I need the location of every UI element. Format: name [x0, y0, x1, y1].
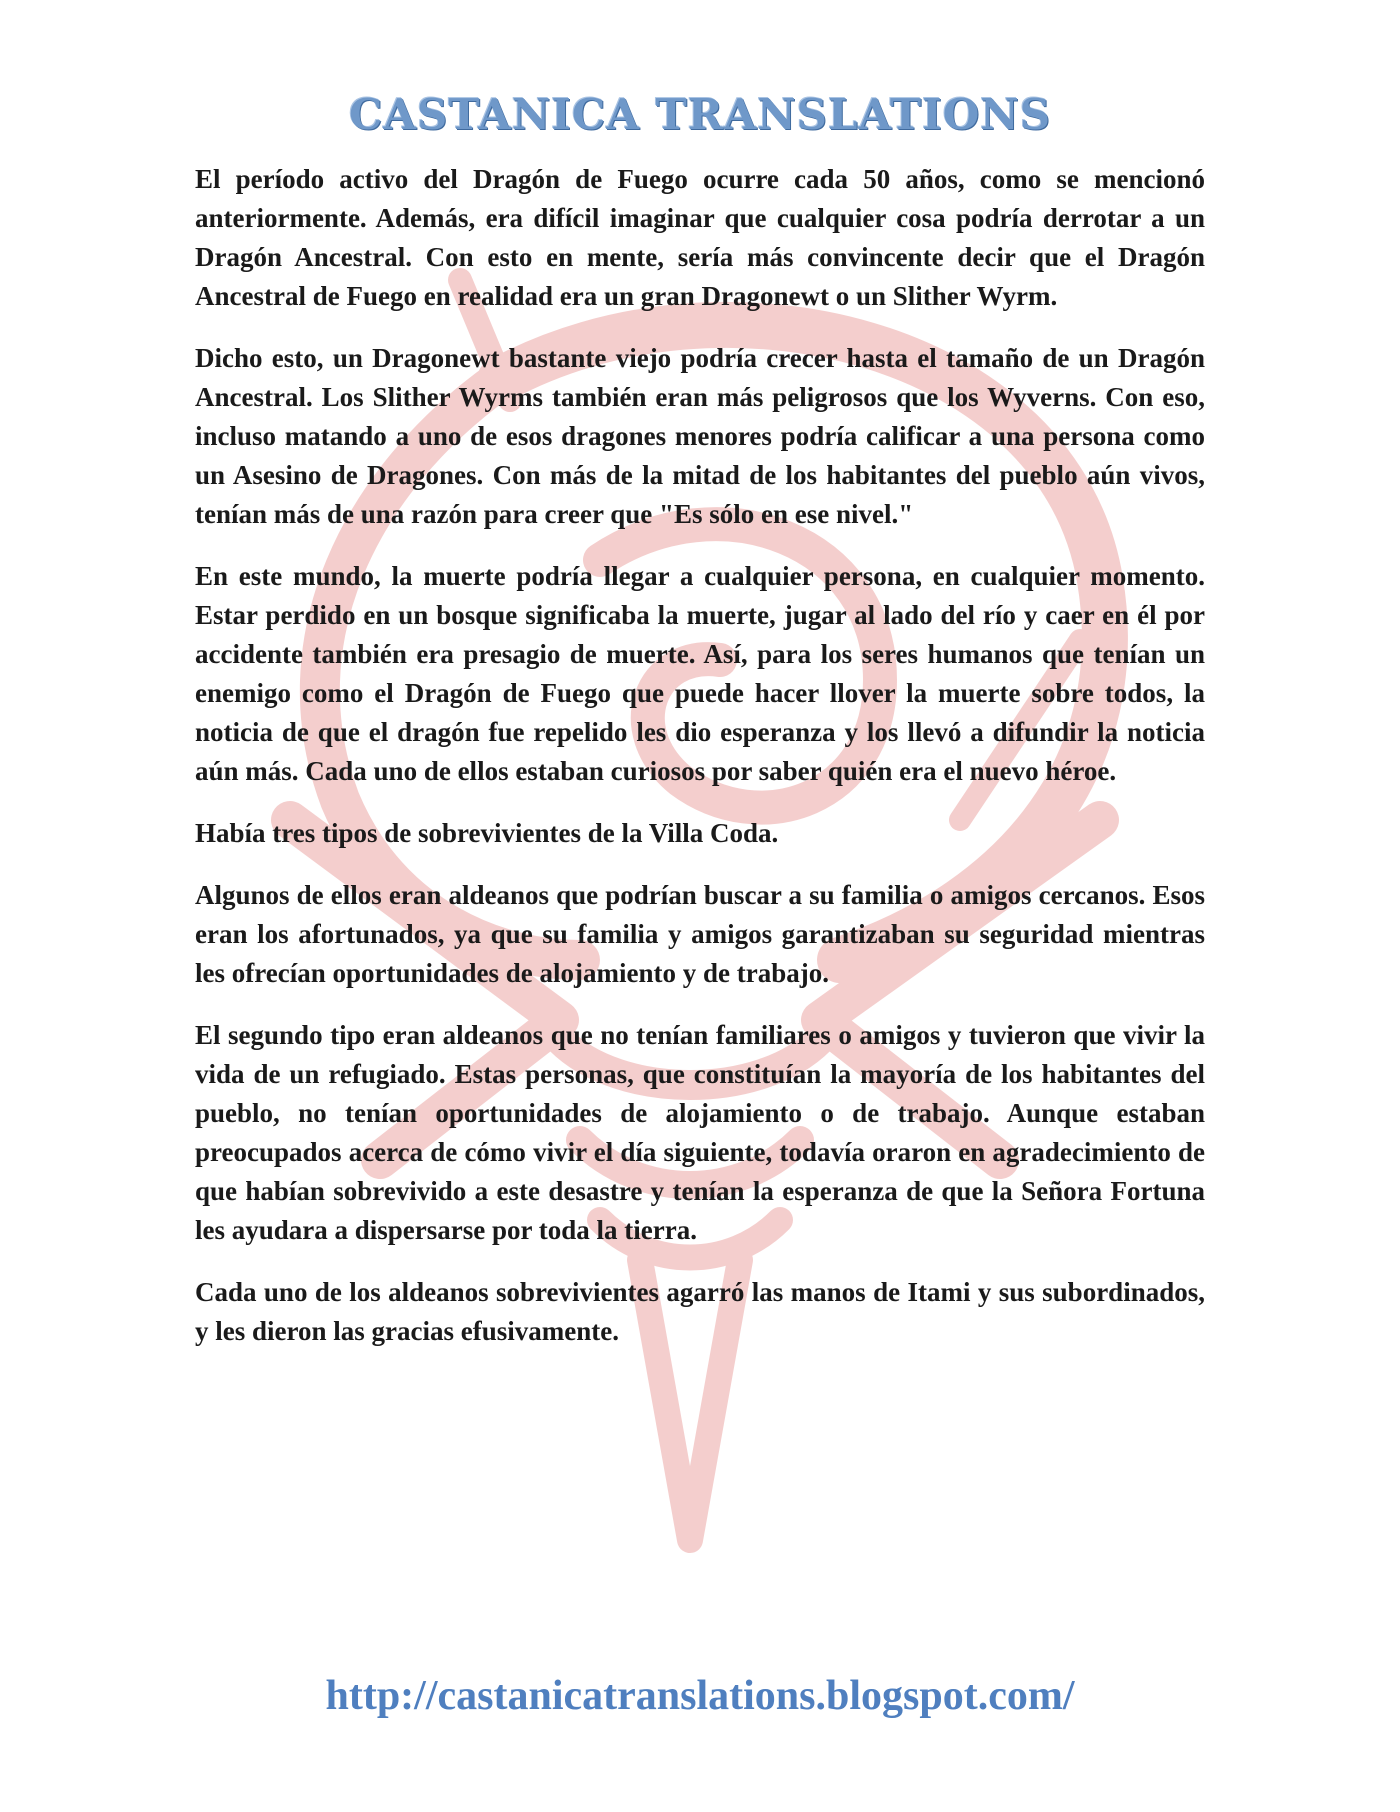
- paragraph: Dicho esto, un Dragonewt bastante viejo podría crecer hasta el tamaño de un Dragón Ancestral. Los Slither Wyrms también eran más peligrosos que los Wyverns. Con eso, incluso matando a uno de esos dragones menores podría calificar a una persona como un Asesino de Dragones. Con más de la mitad de los habitantes del pueblo aún vivos, tenían más de una razón para creer que "Es sólo en ese nivel.": [195, 343, 1205, 529]
- paragraph: En este mundo, la muerte podría llegar a cualquier persona, en cualquier momento. Estar perdido en un bosque significaba la muerte, jugar al lado del río y caer en él por accidente también era presagio de muerte. Así, para los seres humanos que tenían un enemigo como el Dragón de Fuego que puede hacer llover la muerte sobre todos, la noticia de que el dragón fue repelido les dio esperanza y los llevó a difundir la noticia aún más. Cada uno de ellos estaban curiosos por saber quién era el nuevo héroe.: [195, 561, 1205, 786]
- paragraph: El período activo del Dragón de Fuego ocurre cada 50 años, como se mencionó anteriormente. Además, era difícil imaginar que cualquier cosa podría derrotar a un Dragón Ancestral. Con esto en mente, sería más convincente decir que el Dragón Ancestral de Fuego en realidad era un gran Dragonewt o un Slither Wyrm.: [195, 164, 1205, 311]
- chapter-body: [195, 160, 1205, 1374]
- paragraph: Algunos de ellos eran aldeanos que podrían buscar a su familia o amigos cercanos. Esos eran los afortunados, ya que su familia y amigos garantizaban su seguridad mientras les ofrecían oportunidades de alojamiento y de trabajo.: [195, 880, 1205, 988]
- paragraph: Cada uno de los aldeanos sobrevivientes agarró las manos de Itami y sus subordinados, y les dieron las gracias efusivamente.: [195, 1277, 1205, 1346]
- site-title: CASTANICA TRANSLATIONS: [348, 90, 1052, 139]
- paragraph: Había tres tipos de sobrevivientes de la Villa Coda.: [195, 818, 779, 848]
- footer-link[interactable]: http://castanicatranslations.blogspot.com/: [325, 1673, 1075, 1719]
- paragraph: El segundo tipo eran aldeanos que no tenían familiares o amigos y tuvieron que vivir la vida de un refugiado. Estas personas, que constituían la mayoría de los habitantes del pueblo, no tenían oportunidades de alojamiento o de trabajo. Aunque estaban preocupados acerca de cómo vivir el día siguiente, todavía oraron en agradecimiento de que habían sobrevivido a este desastre y tenían la esperanza de que la Señora Fortuna les ayudara a dispersarse por toda la tierra.: [195, 1020, 1205, 1245]
